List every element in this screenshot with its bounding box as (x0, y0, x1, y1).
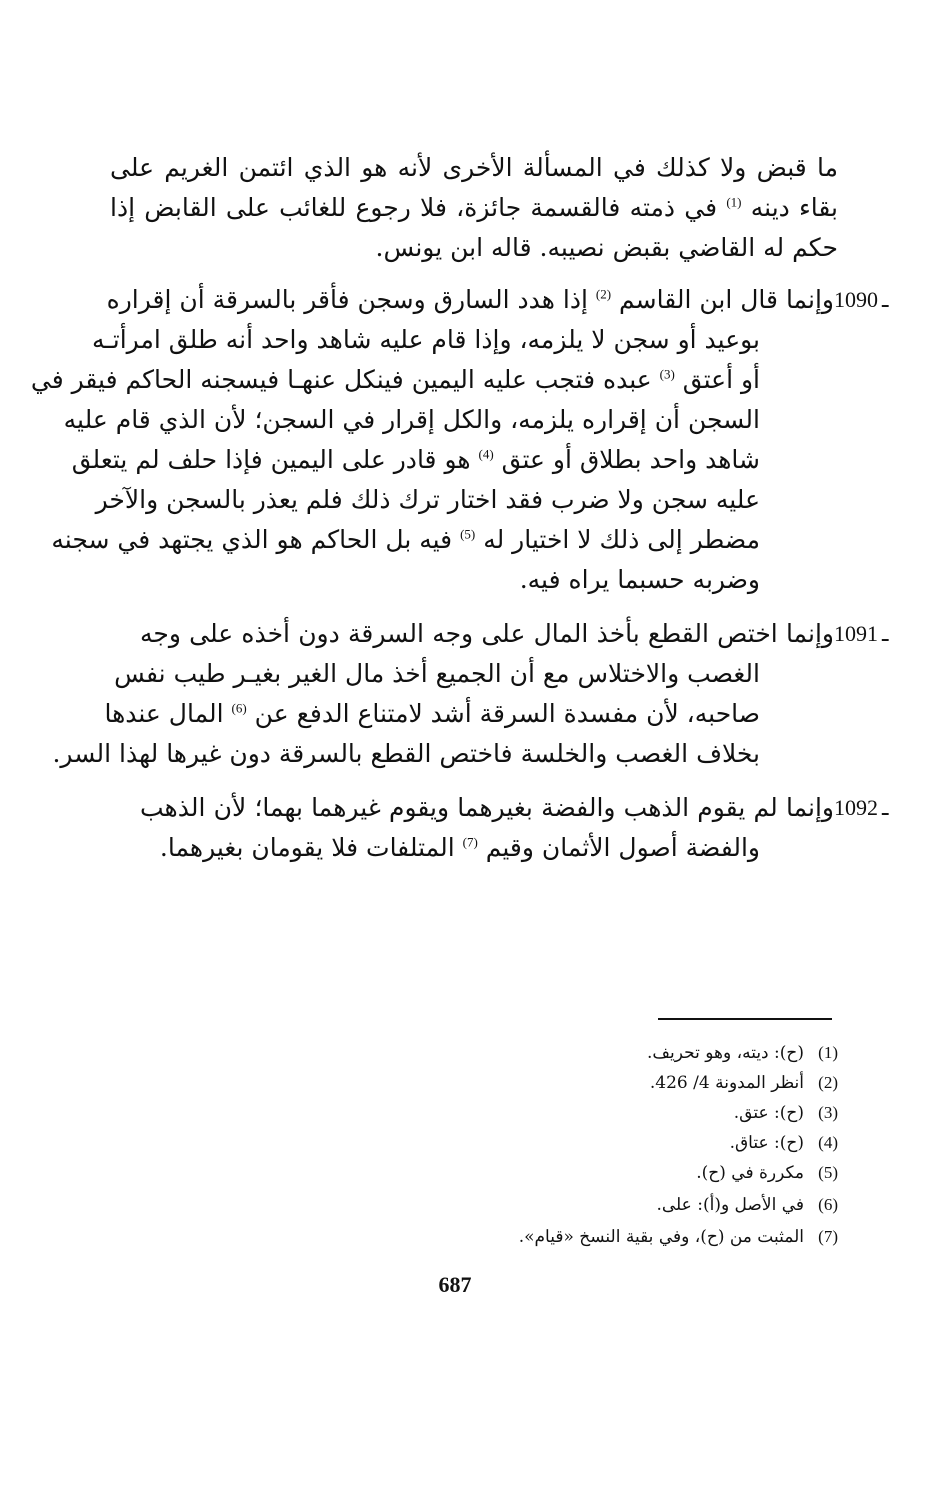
footnote-reference: (4) (478, 446, 494, 462)
footnote-number: (3) (818, 1103, 838, 1122)
paragraph-number: 1090 ـ (834, 287, 889, 312)
text-line: السجن أن إقراره يلزمه، والكل إقرار في السجن؛ لأن الذي قام عليه (63, 405, 760, 434)
footnote (730, 1128, 838, 1158)
footnote-text: في الأصل و(أ): على. (656, 1195, 804, 1215)
text-line: بقاء دينه $^{(1)}$ في ذمته فالقسمة جائزة، فلا رجوع للغائب على القابض إذا (110, 193, 838, 222)
text-line: صاحبه، لأن مفسدة السرقة أشد لامتناع الدفع عن $^{(6)}$ المال عندها (104, 699, 760, 728)
footnote-reference: (6) (231, 700, 247, 716)
footnote-text: مكررة في (ح). (696, 1163, 804, 1183)
footnote-number: (1) (818, 1043, 838, 1062)
footnote-text: المثبت من (ح)، وفي بقية النسخ «قيام». (518, 1227, 804, 1247)
page-number: 687 (438, 1272, 472, 1297)
footnote-reference: (7) (462, 834, 478, 850)
footnote-separator (658, 1018, 832, 1020)
footnote-reference: (5) (460, 526, 476, 542)
text-line: بوعيد أو سجن لا يلزمه، وإذا قام عليه شاهد واحد أنه طلق امرأتـه (92, 325, 760, 354)
text-line: ما قبض ولا كذلك في المسألة الأخرى لأنه هو الذي ائتمن الغريم على (110, 153, 838, 182)
footnote-number: (5) (818, 1163, 838, 1182)
text-line: عليه سجن ولا ضرب فقد اختار ترك ذلك فلم يعذر بالسجن والآخر (95, 485, 760, 514)
paragraph-number: 1092 ـ (834, 795, 889, 820)
footnote-text: أنظر المدونة 4/ 426. (649, 1073, 804, 1093)
text-line: وإنما لم يقوم الذهب والفضة بغيرهما ويقوم غيرهما بهما؛ لأن الذهب (140, 793, 834, 822)
text-line: بخلاف الغصب والخلسة فاختص القطع بالسرقة دون غيرها لهذا السر. (52, 739, 760, 768)
text-line: مضطر إلى ذلك لا اختيار له $^{(5)}$ فيه بل الحاكم هو الذي يجتهد في سجنه (51, 525, 760, 554)
text-line: الغصب والاختلاس مع أن الجميع أخذ مال الغير بغيـر طيب نفس (114, 659, 760, 688)
footnote (696, 1158, 838, 1188)
footnote (734, 1098, 838, 1128)
footnote-reference: (3) (659, 366, 675, 382)
footnote-number: (4) (818, 1133, 838, 1152)
footnote-reference: (2) (595, 286, 612, 302)
footnote-number: (7) (818, 1227, 838, 1246)
text-line: حكم له القاضي بقبض نصيبه. قاله ابن يونس. (375, 233, 838, 262)
footnote (647, 1038, 838, 1068)
text-line: وإنما قال ابن القاسم $^{(2)}$ إذا هدد السارق وسجن فأقر بالسرقة أن إقراره (106, 285, 834, 314)
text-line: وإنما اختص القطع بأخذ المال على وجه السرقة دون أخذه على وجه (140, 619, 834, 648)
footnote (656, 1190, 838, 1220)
text-line: والفضة أصول الأثمان وقيم $^{(7)}$ المتلفات فلا يقومان بغيرهما. (159, 833, 760, 862)
footnote-text: (ح): عتق. (733, 1103, 804, 1123)
footnote-text: (ح): عتاق. (729, 1133, 804, 1153)
footnote-text: (ح): ديته، وهو تحريف. (647, 1043, 804, 1063)
footnote-number: (6) (818, 1195, 838, 1214)
footnote (650, 1068, 838, 1098)
paragraph-number: 1091 ـ (834, 621, 889, 646)
text-line: شاهد واحد بطلاق أو عتق $^{(4)}$ هو قادر على اليمين فإذا حلف لم يتعلق (71, 445, 760, 474)
text-line: وضربه حسبما يراه فيه. (519, 565, 760, 594)
footnote-reference: (1) (726, 194, 742, 210)
footnote-number: (2) (818, 1073, 838, 1092)
footnote (519, 1222, 838, 1252)
text-line: أو أعتق $^{(3)}$ عبده فتجب عليه اليمين فينكل عنهـا فيسجنه الحاكم فيقر في (30, 365, 760, 394)
